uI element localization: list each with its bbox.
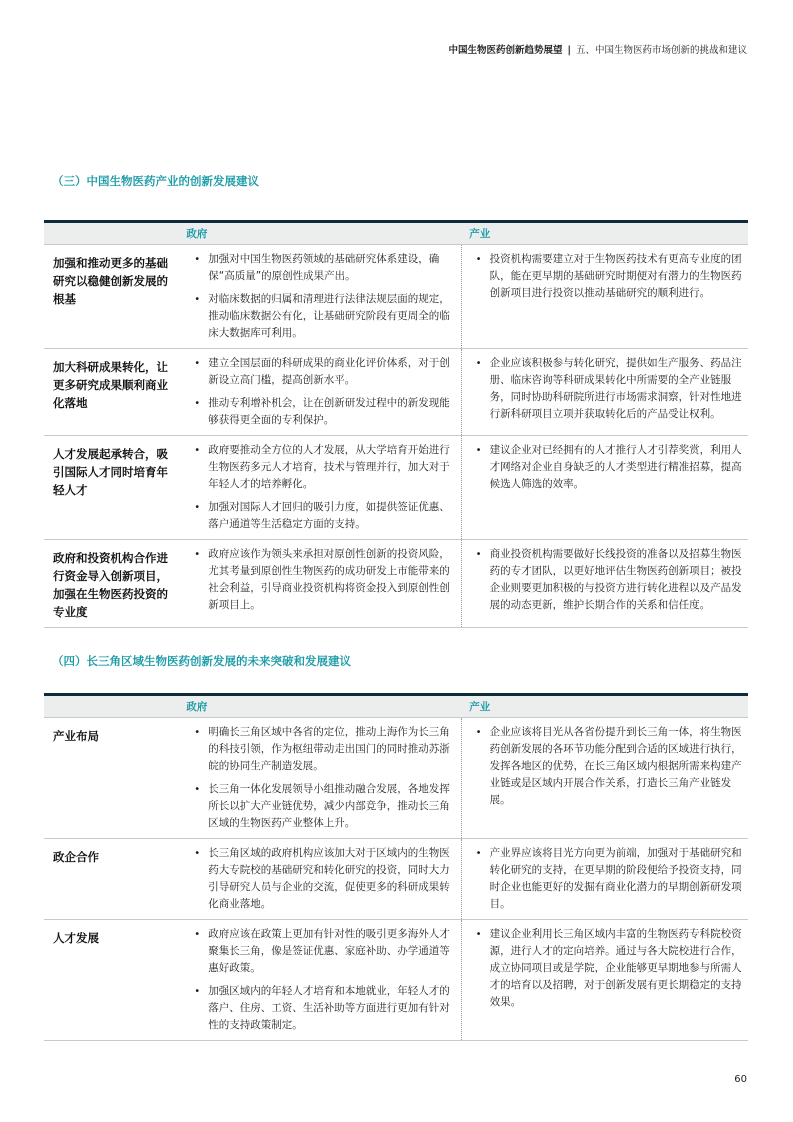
bullet-dot: • bbox=[475, 549, 482, 560]
bullet-text: 政府应该在政策上更加有针对性的吸引更多海外人才聚集长三角，像是签证优惠、家庭补助、办学通道等惠好政策。 bbox=[208, 928, 450, 974]
bullet-text: 产业界应该将目光方向更为前端，加强对于基础研究和转化研究的支持，在更早期的阶段便给予投资支持，同时企业也能更好的发掘有商业化潜力的早期创新研发项目。 bbox=[489, 847, 742, 910]
header-separator: | bbox=[567, 45, 571, 56]
bullet-text: 政府要推动全方位的人才发展，从大学培育开始进行生物医药多元人才培育，技术与管理并行，加大对于年轻人才的培养孵化。 bbox=[208, 444, 450, 490]
bullet-item bbox=[476, 926, 742, 1011]
table-column-header bbox=[44, 223, 748, 245]
bullet-text: 企业应该积极参与转化研究，提供如生产服务、药品注册、临床咨询等科研成果转化中所需要的全产业链服务，同时协助科研院所进行市场需求洞察，针对性地进行新科研项目立项并获取转化后的产品受让权利。 bbox=[489, 357, 742, 420]
row-label: 人才发展 bbox=[53, 931, 99, 945]
government-cell bbox=[180, 349, 461, 435]
column-header-industry: 产业 bbox=[469, 228, 491, 240]
bullet-dot: • bbox=[194, 445, 201, 456]
column-header-government: 政府 bbox=[186, 701, 208, 713]
bullet-text: 政府应该作为领头来承担对原创性创新的投资风险，尤其考量到原创性生物医药的成功研发上市能带来的社会利益，引导商业投资机构将资金投入到原创性创新项目上。 bbox=[208, 548, 450, 611]
page-number: 60 bbox=[734, 1074, 747, 1085]
bullet-dot: • bbox=[194, 727, 201, 738]
bullet-dot: • bbox=[475, 254, 482, 265]
bullet-text: 长三角区域的政府机构应该加大对于区域内的生物医药大专院校的基础研究和转化研究的投资，同时大力引导研究人员与企业的交流，促使更多的科研成果转化商业落地。 bbox=[208, 847, 450, 910]
bullet-text: 企业应该将目光从各省份提升到长三角一体，将生物医药创新发展的各环节功能分配到合适的区域进行执行，发挥各地区的优势，在长三角区域内根据所需来构建产业链或是区域内开展合作关系，打造长三角产业链发展。 bbox=[489, 726, 742, 806]
bullet-dot: • bbox=[475, 848, 482, 859]
bullet-dot: • bbox=[194, 986, 201, 997]
bullet-item bbox=[476, 442, 742, 493]
bullet-dot: • bbox=[475, 358, 482, 369]
bullet-dot: • bbox=[194, 254, 201, 265]
bullet-text: 对临床数据的归属和清理进行法律法规层面的规定，推动临床数据公有化，让基础研究阶段有更周全的临床大数据库可利用。 bbox=[208, 293, 450, 339]
bullet-dot: • bbox=[194, 358, 201, 369]
bullet-text: 推动专利增补机会，让在创新研发过程中的新发现能够获得更全面的专利保护。 bbox=[208, 397, 450, 426]
bullet-item bbox=[194, 355, 454, 389]
row-label: 政企合作 bbox=[53, 850, 99, 864]
running-header bbox=[448, 42, 747, 56]
industry-cell bbox=[462, 245, 748, 348]
government-cell bbox=[180, 839, 461, 919]
bullet-item bbox=[476, 546, 742, 614]
industry-cell bbox=[462, 839, 748, 919]
row-label: 人才发展起承转合，吸引国际人才同时培育年轻人才 bbox=[53, 447, 168, 497]
section-3-table bbox=[44, 220, 748, 628]
section-4-table bbox=[44, 693, 748, 1041]
bullet-item bbox=[194, 781, 454, 832]
table-row bbox=[44, 349, 748, 436]
bullet-text: 建立全国层面的科研成果的商业化评价体系，对于创新设立高门槛，提高创新水平。 bbox=[208, 357, 450, 386]
table-row bbox=[44, 540, 748, 628]
bullet-text: 投资机构需要建立对于生物医药技术有更高专业度的团队，能在更早期的基础研究时期便对有潜力的生物医药创新项目进行投资以推动基础研究的顺利进行。 bbox=[489, 253, 742, 299]
government-cell bbox=[180, 436, 461, 539]
government-cell bbox=[180, 540, 461, 627]
bullet-dot: • bbox=[475, 727, 482, 738]
bullet-dot: • bbox=[194, 502, 201, 513]
bullet-item bbox=[194, 442, 454, 493]
chapter-title: 五、中国生物医药市场创新的挑战和建议 bbox=[575, 45, 747, 56]
bullet-item bbox=[194, 546, 454, 614]
bullet-item bbox=[476, 845, 742, 913]
bullet-item bbox=[476, 251, 742, 302]
bullet-item bbox=[476, 724, 742, 809]
bullet-dot: • bbox=[194, 848, 201, 859]
bullet-item bbox=[194, 724, 454, 775]
row-label: 加强和推动更多的基础研究以稳健创新发展的根基 bbox=[53, 256, 168, 306]
government-cell bbox=[180, 718, 461, 838]
column-header-industry: 产业 bbox=[469, 701, 491, 713]
industry-cell bbox=[462, 436, 748, 539]
bullet-text: 明确长三角区域中各省的定位，推动上海作为长三角的科技引领，作为枢纽带动走出国门的同时推动苏浙皖的协同生产制造发展。 bbox=[208, 726, 450, 772]
row-label: 加大科研成果转化，让更多研究成果顺利商业化落地 bbox=[53, 360, 168, 410]
bullet-dot: • bbox=[194, 294, 201, 305]
bullet-dot: • bbox=[475, 929, 482, 940]
bullet-item bbox=[194, 983, 454, 1034]
table-row bbox=[44, 245, 748, 349]
section-3-title: （三）中国生物医药产业的创新发展建议 bbox=[52, 174, 259, 188]
bullet-dot: • bbox=[194, 784, 201, 795]
bullet-text: 商业投资机构需要做好长线投资的准备以及招募生物医药的专才团队，以更好地评估生物医药创新项目；被投企业则要更加积极的与投资方进行转化进程以及产品发展的动态更新，维护长期合作的关系和信任度。 bbox=[489, 548, 742, 611]
bullet-dot: • bbox=[194, 398, 201, 409]
bullet-text: 建议企业对已经拥有的人才推行人才引荐奖赏，利用人才网络对企业自身缺乏的人才类型进行精准招募，提高候选人筛选的效率。 bbox=[489, 444, 742, 490]
table-column-header bbox=[44, 696, 748, 718]
table-row bbox=[44, 436, 748, 540]
bullet-item bbox=[194, 395, 454, 429]
bullet-item bbox=[194, 926, 454, 977]
industry-cell bbox=[462, 718, 748, 838]
bullet-item bbox=[194, 845, 454, 913]
bullet-item bbox=[194, 251, 454, 285]
bullet-dot: • bbox=[194, 929, 201, 940]
industry-cell bbox=[462, 920, 748, 1040]
bullet-text: 加强对中国生物医药领域的基础研究体系建设，确保“高质量”的原创性成果产出。 bbox=[208, 253, 440, 282]
government-cell bbox=[180, 920, 461, 1040]
bullet-item bbox=[476, 355, 742, 423]
bullet-item bbox=[194, 291, 454, 342]
government-cell bbox=[180, 245, 461, 348]
bullet-text: 建议企业利用长三角区域内丰富的生物医药专科院校资源，进行人才的定向培养。通过与各大院校进行合作，成立协同项目或是学院，企业能够更早期地参与所需人才的培育以及招聘，对于创新发展有更长期稳定的支持效果。 bbox=[489, 928, 742, 1008]
table-row bbox=[44, 718, 748, 839]
table-row bbox=[44, 839, 748, 920]
industry-cell bbox=[462, 349, 748, 435]
industry-cell bbox=[462, 540, 748, 627]
bullet-text: 加强区域内的年轻人才培育和本地就业，年轻人才的落户、住房、工资、生活补助等方面进行更加有针对性的支持政策制定。 bbox=[208, 985, 450, 1031]
column-header-government: 政府 bbox=[186, 228, 208, 240]
bullet-item bbox=[194, 499, 454, 533]
bullet-text: 加强对国际人才回归的吸引力度，如提供签证优惠、落户通道等生活稳定方面的支持。 bbox=[208, 501, 450, 530]
bullet-dot: • bbox=[475, 445, 482, 456]
bullet-text: 长三角一体化发展领导小组推动融合发展，各地发挥所长以扩大产业链优势，减少内部竞争，推动长三角区域的生物医药产业整体上升。 bbox=[208, 783, 450, 829]
bullet-dot: • bbox=[194, 549, 201, 560]
section-4-title: （四）长三角区域生物医药创新发展的未来突破和发展建议 bbox=[52, 654, 351, 668]
row-label: 产业布局 bbox=[53, 729, 99, 743]
table-row bbox=[44, 920, 748, 1041]
row-label: 政府和投资机构合作进行资金导入创新项目，加强在生物医药投资的专业度 bbox=[53, 551, 168, 619]
report-title: 中国生物医药创新趋势展望 bbox=[448, 45, 563, 56]
